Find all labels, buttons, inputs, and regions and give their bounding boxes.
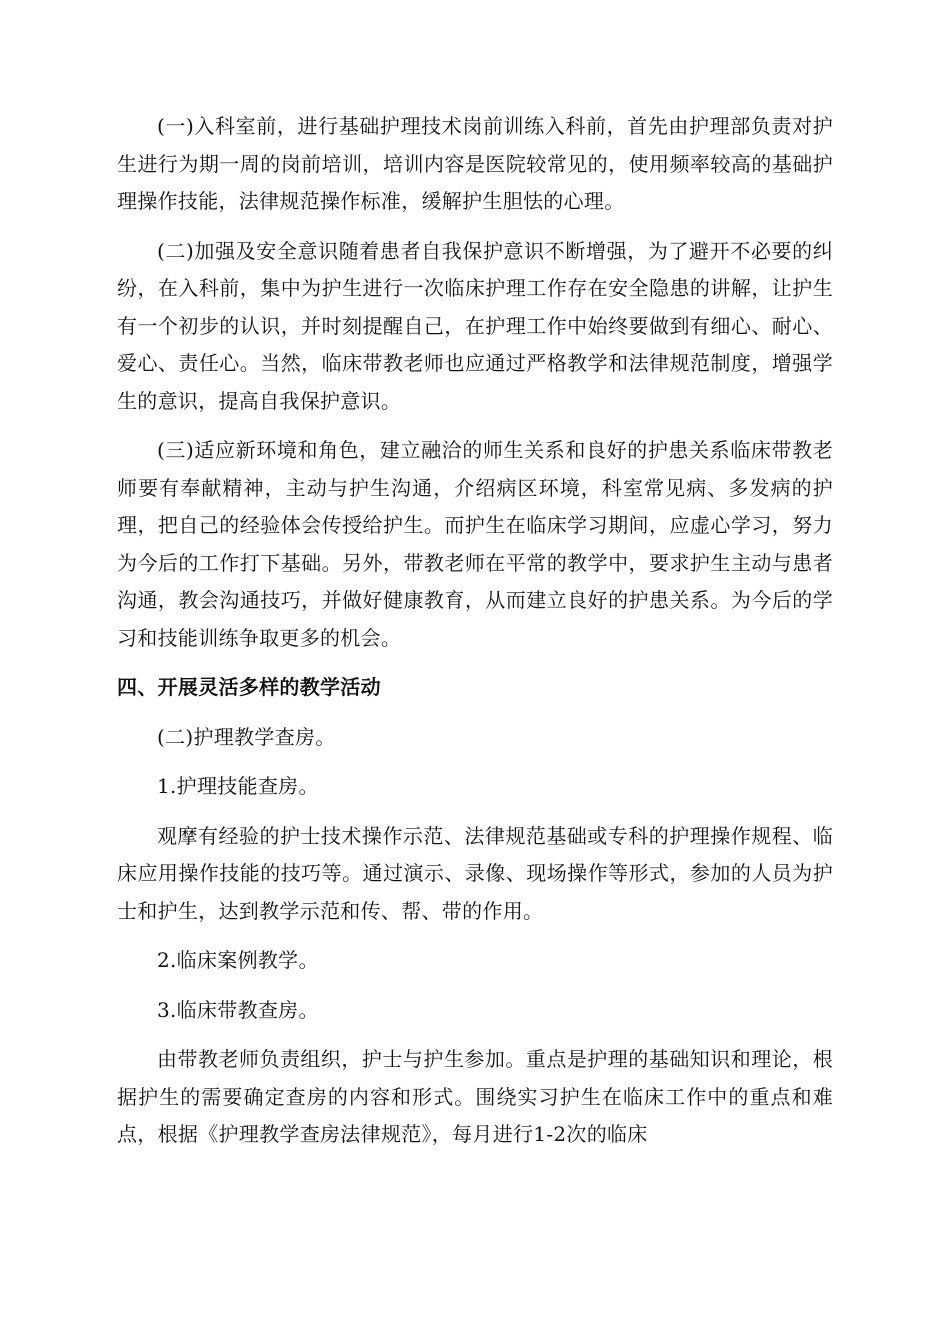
list-item-teaching-rounds: 3.临床带教查房。 [157, 997, 319, 1022]
list-item-skill-rounds: 1.护理技能查房。 [157, 774, 319, 798]
paragraph-rounds-organization: 由带教老师负责组织，护士与护生参加。重点是护理的基础知识和理论，根据护生的需要确定查房的内容和形式。围绕实习护生在临床工作中的重点和难点，根据《护理教学查房法律规范》，每月进行1-2次的临床 [117, 1047, 833, 1146]
paragraph-skill-demonstration: 观摩有经验的护士技术操作示范、法律规范基础或专科的护理操作规程、临床应用操作技能的技巧等。通过演示、录像、现场操作等形式，参加的人员为护士和护生，达到教学示范和传、帮、带的作用。 [117, 823, 833, 923]
section-heading-teaching-activities: 四、开展灵活多样的教学活动 [117, 675, 381, 699]
paragraph-orientation-training: (一)入科室前，进行基础护理技术岗前训练入科前，首先由护理部负责对护生进行为期一周的岗前培训，培训内容是医院较常见的，使用频率较高的基础护理操作技能，法律规范操作标准，缓解护生胆怯的心理。 [117, 114, 833, 213]
paragraph-new-environment: (三)适应新环境和角色，建立融洽的师生关系和良好的护患关系临床带教老师要有奉献精神，主动与护生沟通，介绍病区环境，科室常见病、多发病的护理，把自己的经验体会传授给护生。而护生在临床学习期间，应虚心学习，努力为今后的工作打下基础。另外，带教老师在平常的教学中，要求护生主动与患者沟通，教会沟通技巧，并做好健康教育，从而建立良好的护患关系。为今后的学习和技能训练争取更多的机会。 [117, 438, 833, 650]
document-page [117, 108, 833, 1166]
subsection-nursing-rounds: (二)护理教学查房。 [157, 724, 336, 749]
paragraph-safety-awareness: (二)加强及安全意识随着患者自我保护意识不断增强，为了避开不必要的纠纷，在入科前，集中为护生进行一次临床护理工作存在安全隐患的讲解，让护生有一个初步的认识，并时刻提醒自己，在护理工作中始终要做到有细心、耐心、爱心、责任心。当然，临床带教老师也应通过严格教学和法律规范制度，增强学生的意识，提高自我保护意识。 [117, 238, 833, 413]
list-item-case-teaching: 2.临床案例教学。 [157, 948, 319, 972]
